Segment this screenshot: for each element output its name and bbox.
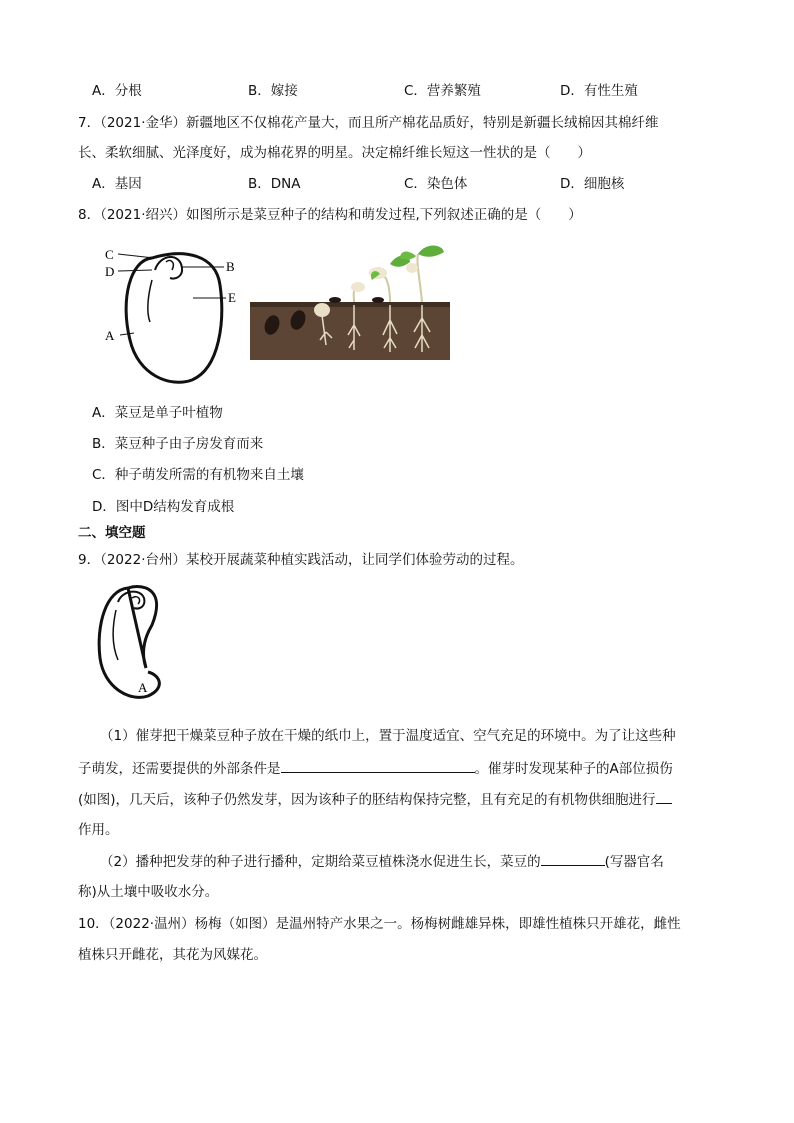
seed-structure-figure — [100, 240, 250, 390]
q9-part2-line2: 称)从土壤中吸收水分。 — [78, 884, 219, 900]
q9-part1-line4: 作用。 — [78, 822, 119, 838]
label-d: D — [105, 264, 115, 279]
q8-option-d: D．图中D结构发育成根 — [92, 499, 235, 515]
answer-blank-3[interactable] — [541, 851, 605, 866]
q8-option-b: B．菜豆种子由子房发育而来 — [92, 436, 264, 452]
q6-option-b: B．嫁接 — [248, 83, 298, 99]
germination-process-image — [250, 240, 450, 360]
q9-part1-line1: （1）催芽把干燥菜豆种子放在干燥的纸巾上，置于温度适宜、空气充足的环境中。为了让这些种 — [100, 728, 676, 744]
q10-stem-line1: 10．（2022·温州）杨梅（如图）是温州特产水果之一。杨梅树雌雄异株，即雄性植株只开雄花，雌性 — [78, 916, 681, 932]
label-e: E — [228, 290, 236, 305]
answer-blank-2[interactable] — [656, 789, 672, 804]
q7-stem-line2: 长、柔软细腻、光泽度好，成为棉花界的明星。决定棉纤维长短这一性状的是（ ） — [78, 145, 591, 161]
q9-stem: 9．（2022·台州）某校开展蔬菜种植实践活动，让同学们体验劳动的过程。 — [78, 552, 524, 568]
q8-option-a: A．菜豆是单子叶植物 — [92, 405, 223, 421]
q7-option-d: D．细胞核 — [560, 176, 625, 192]
q7-option-c: C．染色体 — [404, 176, 468, 192]
q9-part1-line3: (如图)，几天后，该种子仍然发芽，因为该种子的胚结构保持完整，且有充足的有机物供细胞进行 — [78, 789, 672, 810]
q10-stem-line2: 植株只开雌花，其花为风媒花。 — [78, 947, 267, 963]
q6-option-d: D．有性生殖 — [560, 83, 638, 99]
label-a: A — [138, 680, 148, 695]
q9-part2-line1: （2）播种把发芽的种子进行播种，定期给菜豆植株浇水促进生长，菜豆的 (写器官名 — [100, 851, 664, 872]
answer-blank-1[interactable] — [281, 758, 475, 773]
q7-option-a: A．基因 — [92, 176, 142, 192]
q7-stem-line1: 7．（2021·金华）新疆地区不仅棉花产量大，而且所产棉花品质好，特别是新疆长绒棉因其棉纤维 — [78, 115, 659, 131]
q8-option-c: C．种子萌发所需的有机物来自土壤 — [92, 467, 304, 483]
label-c: C — [105, 247, 114, 262]
section-title-fill-blank: 二、填空题 — [78, 525, 146, 541]
label-b: B — [226, 259, 235, 274]
q6-option-a: A．分根 — [92, 83, 142, 99]
q8-stem: 8．（2021·绍兴）如图所示是菜豆种子的结构和萌发过程,下列叙述正确的是（ ） — [78, 207, 582, 223]
q9-part1-line2: 子萌发，还需要提供的外部条件是 。催芽时发现某种子的A部位损伤 — [78, 758, 673, 779]
damaged-seed-figure — [88, 580, 178, 705]
q7-option-b: B．DNA — [248, 176, 301, 192]
q6-option-c: C．营养繁殖 — [404, 83, 481, 99]
label-a: A — [105, 328, 115, 343]
